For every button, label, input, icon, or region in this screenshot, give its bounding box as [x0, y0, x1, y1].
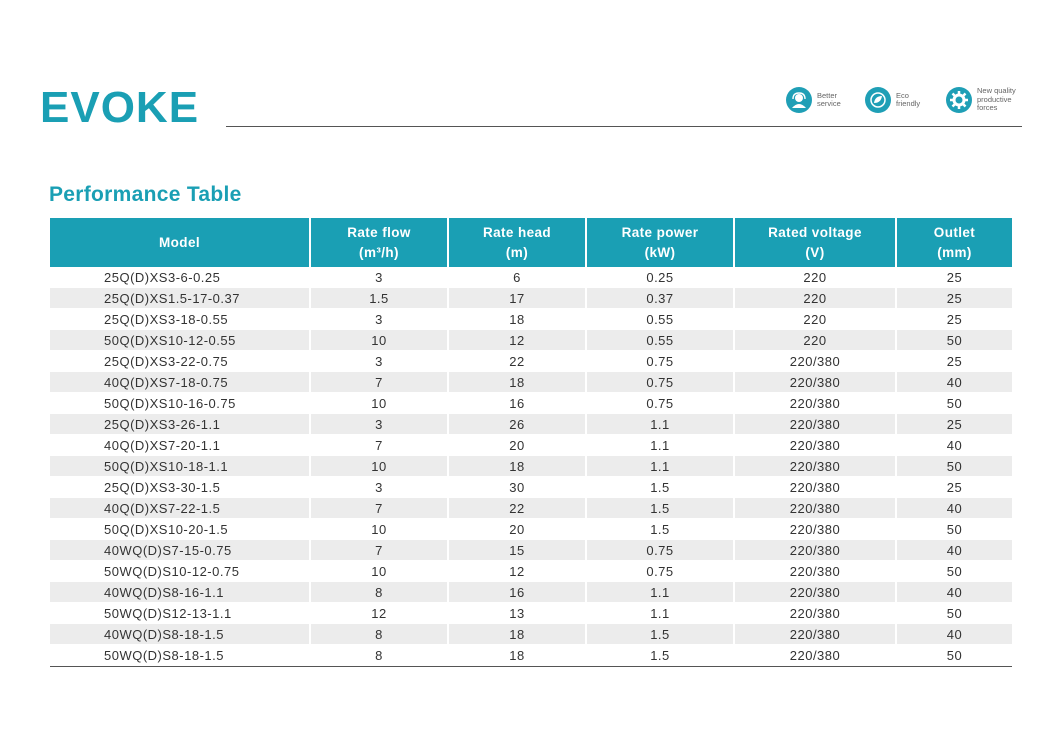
table-row: [50, 624, 1012, 645]
table-cell: 40: [896, 624, 1012, 645]
table-cell: 40: [896, 582, 1012, 603]
column-header-label: Outlet: [933, 224, 976, 240]
table-cell: 25: [896, 267, 1012, 288]
column-header: [734, 218, 896, 267]
column-header-unit: (mm): [937, 244, 972, 260]
table-cell: 220: [734, 330, 896, 351]
table-cell: 50WQ(D)S12-13-1.1: [50, 603, 310, 624]
table-cell: 40Q(D)XS7-22-1.5: [50, 498, 310, 519]
table-row: [50, 498, 1012, 519]
table-cell: 25Q(D)XS3-30-1.5: [50, 477, 310, 498]
table-cell: 1.1: [586, 435, 734, 456]
table-cell: 220/380: [734, 498, 896, 519]
column-header: [310, 218, 448, 267]
table-cell: 30: [448, 477, 586, 498]
table-cell: 1.1: [586, 603, 734, 624]
table-cell: 220/380: [734, 393, 896, 414]
table-cell: 40: [896, 540, 1012, 561]
table-cell: 50: [896, 456, 1012, 477]
table-cell: 25Q(D)XS3-6-0.25: [50, 267, 310, 288]
table-cell: 3: [310, 309, 448, 330]
table-cell: 3: [310, 267, 448, 288]
table-cell: 0.75: [586, 372, 734, 393]
table-cell: 22: [448, 351, 586, 372]
table-cell: 220/380: [734, 561, 896, 582]
table-cell: 0.75: [586, 561, 734, 582]
table-cell: 1.5: [586, 477, 734, 498]
table-cell: 18: [448, 372, 586, 393]
table-cell: 1.5: [586, 498, 734, 519]
column-header-label: Rated voltage: [768, 224, 862, 240]
table-body: [50, 267, 1012, 666]
table-cell: 7: [310, 540, 448, 561]
table-cell: 40: [896, 435, 1012, 456]
table-cell: 50Q(D)XS10-12-0.55: [50, 330, 310, 351]
header-divider: [226, 126, 1022, 127]
table-row: [50, 582, 1012, 603]
table-cell: 0.75: [586, 351, 734, 372]
table-cell: 40WQ(D)S8-18-1.5: [50, 624, 310, 645]
table-row: [50, 372, 1012, 393]
table-cell: 1.5: [586, 519, 734, 540]
table-row: [50, 519, 1012, 540]
column-header-unit: (m³/h): [359, 244, 399, 260]
column-header: [448, 218, 586, 267]
column-header-label: Rate flow: [347, 224, 411, 240]
table-row: [50, 645, 1012, 666]
table-cell: 50WQ(D)S8-18-1.5: [50, 645, 310, 666]
table-cell: 0.25: [586, 267, 734, 288]
table-cell: 25Q(D)XS3-18-0.55: [50, 309, 310, 330]
table-cell: 1.1: [586, 414, 734, 435]
table-cell: 1.5: [586, 624, 734, 645]
table-cell: 50Q(D)XS10-16-0.75: [50, 393, 310, 414]
table-cell: 0.75: [586, 540, 734, 561]
table-cell: 10: [310, 393, 448, 414]
table-cell: 50: [896, 645, 1012, 666]
table-cell: 220/380: [734, 477, 896, 498]
table-cell: 25Q(D)XS3-22-0.75: [50, 351, 310, 372]
table-cell: 50: [896, 330, 1012, 351]
column-header: [896, 218, 1012, 267]
table-cell: 220/380: [734, 456, 896, 477]
table-row: [50, 477, 1012, 498]
table-cell: 7: [310, 372, 448, 393]
table-row: [50, 561, 1012, 582]
table-cell: 40: [896, 498, 1012, 519]
table-cell: 18: [448, 456, 586, 477]
table-cell: 50: [896, 393, 1012, 414]
table-cell: 20: [448, 519, 586, 540]
badge-better-service: [786, 87, 841, 113]
table-cell: 12: [448, 330, 586, 351]
table-cell: 3: [310, 351, 448, 372]
table-cell: 0.75: [586, 393, 734, 414]
table-cell: 22: [448, 498, 586, 519]
column-header-unit: (V): [805, 244, 825, 260]
table-cell: 16: [448, 582, 586, 603]
badge-label: New quality productive forces: [977, 86, 1016, 113]
table-cell: 17: [448, 288, 586, 309]
table-cell: 0.55: [586, 309, 734, 330]
table-cell: 50: [896, 561, 1012, 582]
badge-new-quality: [946, 87, 1016, 113]
table-cell: 15: [448, 540, 586, 561]
customer-service-icon: [786, 87, 812, 113]
table-cell: 220/380: [734, 351, 896, 372]
table-cell: 40: [896, 372, 1012, 393]
table-cell: 13: [448, 603, 586, 624]
table-cell: 6: [448, 267, 586, 288]
badge-label: Eco friendly: [896, 90, 921, 108]
badge-eco-friendly: [865, 87, 920, 113]
table-row: [50, 435, 1012, 456]
table-cell: 220/380: [734, 540, 896, 561]
table-cell: 220: [734, 267, 896, 288]
table-cell: 220/380: [734, 435, 896, 456]
column-header-unit: (kW): [644, 244, 676, 260]
table-cell: 220/380: [734, 582, 896, 603]
table-cell: 0.37: [586, 288, 734, 309]
table-cell: 8: [310, 582, 448, 603]
table-cell: 8: [310, 624, 448, 645]
table-cell: 25: [896, 477, 1012, 498]
table-cell: 7: [310, 498, 448, 519]
table-row: [50, 603, 1012, 624]
gear-icon: [946, 87, 972, 113]
table-cell: 50WQ(D)S10-12-0.75: [50, 561, 310, 582]
table-cell: 40Q(D)XS7-18-0.75: [50, 372, 310, 393]
table-row: [50, 330, 1012, 351]
eco-leaf-icon: [865, 87, 891, 113]
table-cell: 1.1: [586, 456, 734, 477]
table-cell: 25: [896, 351, 1012, 372]
table-cell: 25Q(D)XS3-26-1.1: [50, 414, 310, 435]
table-row: [50, 267, 1012, 288]
table-row: [50, 414, 1012, 435]
table-cell: 16: [448, 393, 586, 414]
table-row: [50, 351, 1012, 372]
table-cell: 50Q(D)XS10-20-1.5: [50, 519, 310, 540]
table-cell: 220/380: [734, 372, 896, 393]
table-cell: 220: [734, 309, 896, 330]
table-row: [50, 309, 1012, 330]
table-cell: 50: [896, 603, 1012, 624]
table-row: [50, 288, 1012, 309]
table-cell: 220/380: [734, 414, 896, 435]
table-cell: 12: [448, 561, 586, 582]
column-header-label: Model: [159, 234, 200, 250]
evoke-logo-graphic: [40, 86, 218, 128]
table-header-row: [50, 218, 1012, 267]
table-cell: 40WQ(D)S8-16-1.1: [50, 582, 310, 603]
table-cell: 50: [896, 519, 1012, 540]
table-cell: 1.1: [586, 582, 734, 603]
column-header-label: Rate head: [482, 224, 552, 240]
table-cell: 0.55: [586, 330, 734, 351]
table-row: [50, 456, 1012, 477]
table-row: [50, 540, 1012, 561]
table-cell: 25: [896, 309, 1012, 330]
column-header-label: Rate power: [621, 224, 699, 240]
table-cell: 50Q(D)XS10-18-1.1: [50, 456, 310, 477]
table-cell: 220/380: [734, 519, 896, 540]
table-bottom-rule: [50, 666, 1012, 667]
table-cell: 10: [310, 456, 448, 477]
table-cell: 7: [310, 435, 448, 456]
table-cell: 220/380: [734, 645, 896, 666]
brand-logo: [40, 86, 218, 128]
table-cell: 25: [896, 288, 1012, 309]
badge-label: Better service: [817, 90, 841, 108]
table-cell: 220: [734, 288, 896, 309]
table-cell: 3: [310, 477, 448, 498]
table-cell: 8: [310, 645, 448, 666]
column-header: [50, 218, 310, 267]
table-cell: 20: [448, 435, 586, 456]
page-title: Performance Table: [49, 183, 242, 206]
table-cell: 10: [310, 330, 448, 351]
table-row: [50, 393, 1012, 414]
table-cell: 18: [448, 645, 586, 666]
table-cell: 40Q(D)XS7-20-1.1: [50, 435, 310, 456]
table-cell: 220/380: [734, 603, 896, 624]
table-cell: 3: [310, 414, 448, 435]
table-cell: 40WQ(D)S7-15-0.75: [50, 540, 310, 561]
table-cell: 10: [310, 519, 448, 540]
table-cell: 1.5: [310, 288, 448, 309]
table-cell: 25Q(D)XS1.5-17-0.37: [50, 288, 310, 309]
column-header-unit: (m): [505, 244, 529, 260]
table-cell: 220/380: [734, 624, 896, 645]
table-cell: 12: [310, 603, 448, 624]
table-cell: 18: [448, 309, 586, 330]
table-cell: 10: [310, 561, 448, 582]
performance-table: [50, 218, 1012, 666]
column-header: [586, 218, 734, 267]
table-cell: 1.5: [586, 645, 734, 666]
table-cell: 25: [896, 414, 1012, 435]
table-cell: 18: [448, 624, 586, 645]
table-cell: 26: [448, 414, 586, 435]
logo-text: EVOKE: [40, 86, 200, 128]
